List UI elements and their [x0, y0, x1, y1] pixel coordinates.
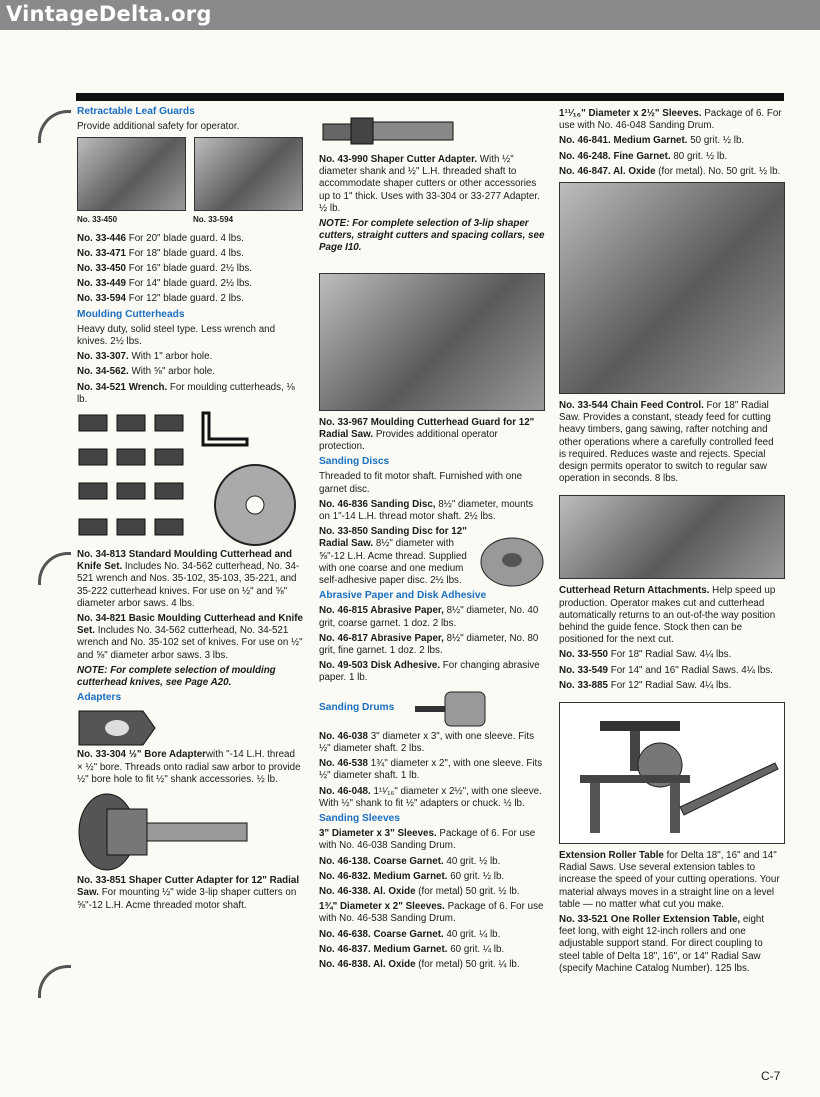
list-item: No. 34-562. With ⅝" arbor hole. [77, 366, 215, 378]
return-attachment-photo [559, 495, 785, 579]
section-heading: Adapters [77, 692, 122, 704]
roller-table-photo [559, 702, 785, 844]
page-number: C-7 [761, 1069, 781, 1083]
return-description: Cutterhead Return Attachments. Help speed up production. Operator makes cut and cutterhead automatically returns to an out-of-the way position behind the guide fence. Stock then can be positioned for the next cut. [559, 585, 776, 646]
list-item: No. 46-048. 1¹¹⁄₁₆" diameter x 2½", with one sleeve. With ½" shank to fit ½" adapters or chuck. ½ lb. [319, 785, 542, 809]
roller-table-illustration [560, 703, 782, 841]
list-item: No. 46-538 1¾" diameter x 2", with one sleeve. Fits ½" diameter shaft. 1 lb. [319, 758, 543, 782]
shaper-adapter-description: No. 43-990 Shaper Cutter Adapter. With ½" diameter shank and ½" L.H. threaded shaft to accommodate shaper cutters or other accessories up to 1" thick. Uses with 33-304 or 33-277 Adapter. ½ lb. [319, 154, 540, 214]
guard-photo [319, 273, 545, 411]
photo-caption: No. 33-594 [193, 215, 234, 225]
site-title[interactable]: VintageDelta.org [6, 2, 212, 26]
cutterhead-knives-illustration [77, 409, 303, 549]
list-item: No. 34-521 Wrench. For moulding cutterheads, ⅛ lb. [77, 381, 295, 405]
section-intro: Threaded to fit motor shaft. Furnished with one garnet disc. [319, 471, 523, 495]
section-intro: Heavy duty, solid steel type. Less wrench and knives. 2½ lbs. [77, 323, 276, 348]
column-left [77, 104, 303, 915]
roller-table-description: Extension Roller Table for Delta 18", 16" and 14" Radial Saws. Use several extension tables to increase the speed of your cutting operations. Your material always moves in a straight line on a level table — no matter what cut you make. [559, 850, 780, 910]
list-item: No. 33-450 For 16" blade guard. 2½ lbs. [77, 263, 253, 275]
binder-hole [38, 110, 71, 143]
chain-feed-description: No. 33-544 Chain Feed Control. For 18" Radial Saw. Provides a constant, steady feed for cutting heavy timbers, gang sawing, rafter notching and other operations where a carefully controlled feed is required. Reduces waste and rejects. Special design permits operator to switch to regular saw operation in seconds. 8 lbs. [559, 400, 774, 485]
guard-description: No. 33-967 Moulding Cutterhead Guard for 12" Radial Saw. Provides additional operator protection. [319, 416, 535, 453]
shaper-cutter-adapter-illustration [77, 789, 257, 875]
list-item: No. 33-885 For 12" Radial Saw. 4¼ lbs. [559, 679, 732, 691]
sanding-disc-illustration [479, 536, 545, 588]
adapter-description: No. 33-304 ½" Bore Adapterwith "-14 L.H. thread × ½" bore. Threads onto radial saw arbor to provide ½" bore hole to fit ½" shank accessories. ½ lb. [77, 749, 301, 785]
section-heading: Sanding Drums [319, 702, 395, 714]
adapter-description: No. 33-851 Shaper Cutter Adapter for 12" Radial Saw. For mounting ½" wide 3-lip shaper cutters on ⅝"-12 L.H. Acme threaded motor shaft. [77, 875, 300, 911]
list-item: No. 46-837. Medium Garnet. 60 grit. ¼ lb. [319, 943, 505, 955]
sleeve-group: 3" Diameter x 3" Sleeves. Package of 6. For use with No. 46-038 Sanding Drum. [319, 828, 536, 852]
list-item: No. 46-638. Coarse Garnet. 40 grit. ¼ lb. [319, 928, 501, 940]
column-middle [319, 114, 545, 974]
column-right [559, 108, 783, 978]
list-item: No. 46-038 3" diameter x 3", with one sleeve. Fits ½" diameter shaft. 2 lbs. [319, 730, 534, 754]
list-item: No. 46-248. Fine Garnet. 80 grit. ½ lb. [559, 150, 728, 162]
section-intro: Provide additional safety for operator. [77, 121, 240, 133]
list-item: No. 46-838. Al. Oxide (for metal) 50 grit. ¼ lb. [319, 958, 520, 970]
list-item: No. 33-471 For 18" blade guard. 4 lbs. [77, 247, 244, 259]
list-item: No. 46-815 Abrasive Paper, 8½" diameter, No. 40 grit, coarse garnet. 1 doz. 2 lbs. [319, 605, 539, 629]
binder-hole [38, 552, 71, 585]
binder-hole [38, 965, 71, 998]
list-item: No. 46-817 Abrasive Paper, 8½" diameter, No. 80 grit, fine garnet. 1 doz. 2 lbs. [319, 632, 539, 657]
list-item: No. 46-847. Al. Oxide (for metal). No. 50 grit. ½ lb. [559, 165, 781, 177]
list-item: No. 33-307. With 1" arbor hole. [77, 351, 213, 363]
bore-adapter-illustration [77, 707, 157, 749]
header-rule [76, 93, 784, 101]
photo-caption: No. 33-450 [77, 215, 118, 225]
section-heading: Sanding Discs [319, 456, 390, 468]
list-item: No. 33-549 For 14" and 16" Radial Saws. 4¼ lbs. [559, 664, 773, 676]
list-item: No. 46-841. Medium Garnet. 50 grit. ½ lb. [559, 135, 745, 147]
list-item: No. 33-449 For 14" blade guard. 2½ lbs. [77, 278, 253, 290]
list-item: No. 33-850 Sanding Disc for 12" Radial Saw. 8½" diameter with ⅝"-12 L.H. Acme thread. Supplied with one coarse and one medium self-adhesive paper disc. 2½ lbs. [319, 526, 467, 587]
list-item: No. 49-503 Disk Adhesive. For changing abrasive paper. 1 lb. [319, 660, 540, 684]
section-heading: Sanding Sleeves [319, 812, 400, 824]
list-item: No. 46-836 Sanding Disc, 8½" diameter, mounts on 1"-14 L.H. thread motor shaft. 2½ lbs. [319, 498, 534, 523]
list-item: No. 33-521 One Roller Extension Table, eight feet long, with eight 12-inch rollers and one adjustable support stand. For direct coupling to steel table of Delta 18", 16", or 14" Radial Saw (specify Machine Catalog Number). 125 lbs. [559, 914, 765, 974]
list-item: No. 33-446 For 20" blade guard. 4 lbs. [77, 232, 244, 244]
sanding-drum-illustration [415, 689, 487, 729]
leaf-guard-photo [77, 137, 186, 211]
note: NOTE: For complete selection of moulding cutterhead knives, see Page A20. [77, 664, 276, 689]
knife-set-description: No. 34-813 Standard Moulding Cutterhead and Knife Set. Includes No. 34-562 cutterhead, No. 34-521 wrench and Nos. 35-102, 35-103, 35-221, and 35-222 cutterhead knives. For use on ½" and ⅝" diameter arbor saws. 4 lbs. [77, 549, 300, 609]
list-item: No. 46-338. Al. Oxide (for metal) 50 grit. ½ lb. [319, 885, 520, 897]
section-heading: Retractable Leaf Guards [77, 106, 195, 117]
note: NOTE: For complete selection of 3-lip shaper cutters, straight cutters and spacing collars, see Page I10. [319, 218, 545, 254]
chain-feed-photo [559, 182, 785, 394]
section-heading: Abrasive Paper and Disk Adhesive [319, 590, 487, 602]
leaf-guard-photo [194, 137, 303, 211]
sleeve-group: 1¹¹⁄₁₆" Diameter x 2½" Sleeves. Package of 6. For use with No. 46-048 Sanding Drum. [559, 108, 782, 132]
list-item: No. 33-550 For 18" Radial Saw. 4¼ lbs. [559, 649, 732, 661]
section-heading: Moulding Cutterheads [77, 308, 185, 320]
list-item: No. 33-594 For 12" blade guard. 2 lbs. [77, 293, 244, 305]
site-banner [0, 0, 820, 30]
sleeve-group: 1¾" Diameter x 2" Sleeves. Package of 6. For use with No. 46-538 Sanding Drum. [319, 901, 544, 925]
list-item: No. 46-832. Medium Garnet. 60 grit. ½ lb. [319, 870, 505, 882]
knife-set-description: No. 34-821 Basic Moulding Cutterhead and Knife Set. Includes No. 34-562 cutterhead, No. 34-521 wrench and No. 35-102 set of knives. For use on ½" and ⅝" diameter arbor saws. 3 lbs. [77, 613, 303, 661]
list-item: No. 46-138. Coarse Garnet. 40 grit. ½ lb. [319, 855, 501, 867]
shaper-adapter-illustration [321, 114, 461, 148]
